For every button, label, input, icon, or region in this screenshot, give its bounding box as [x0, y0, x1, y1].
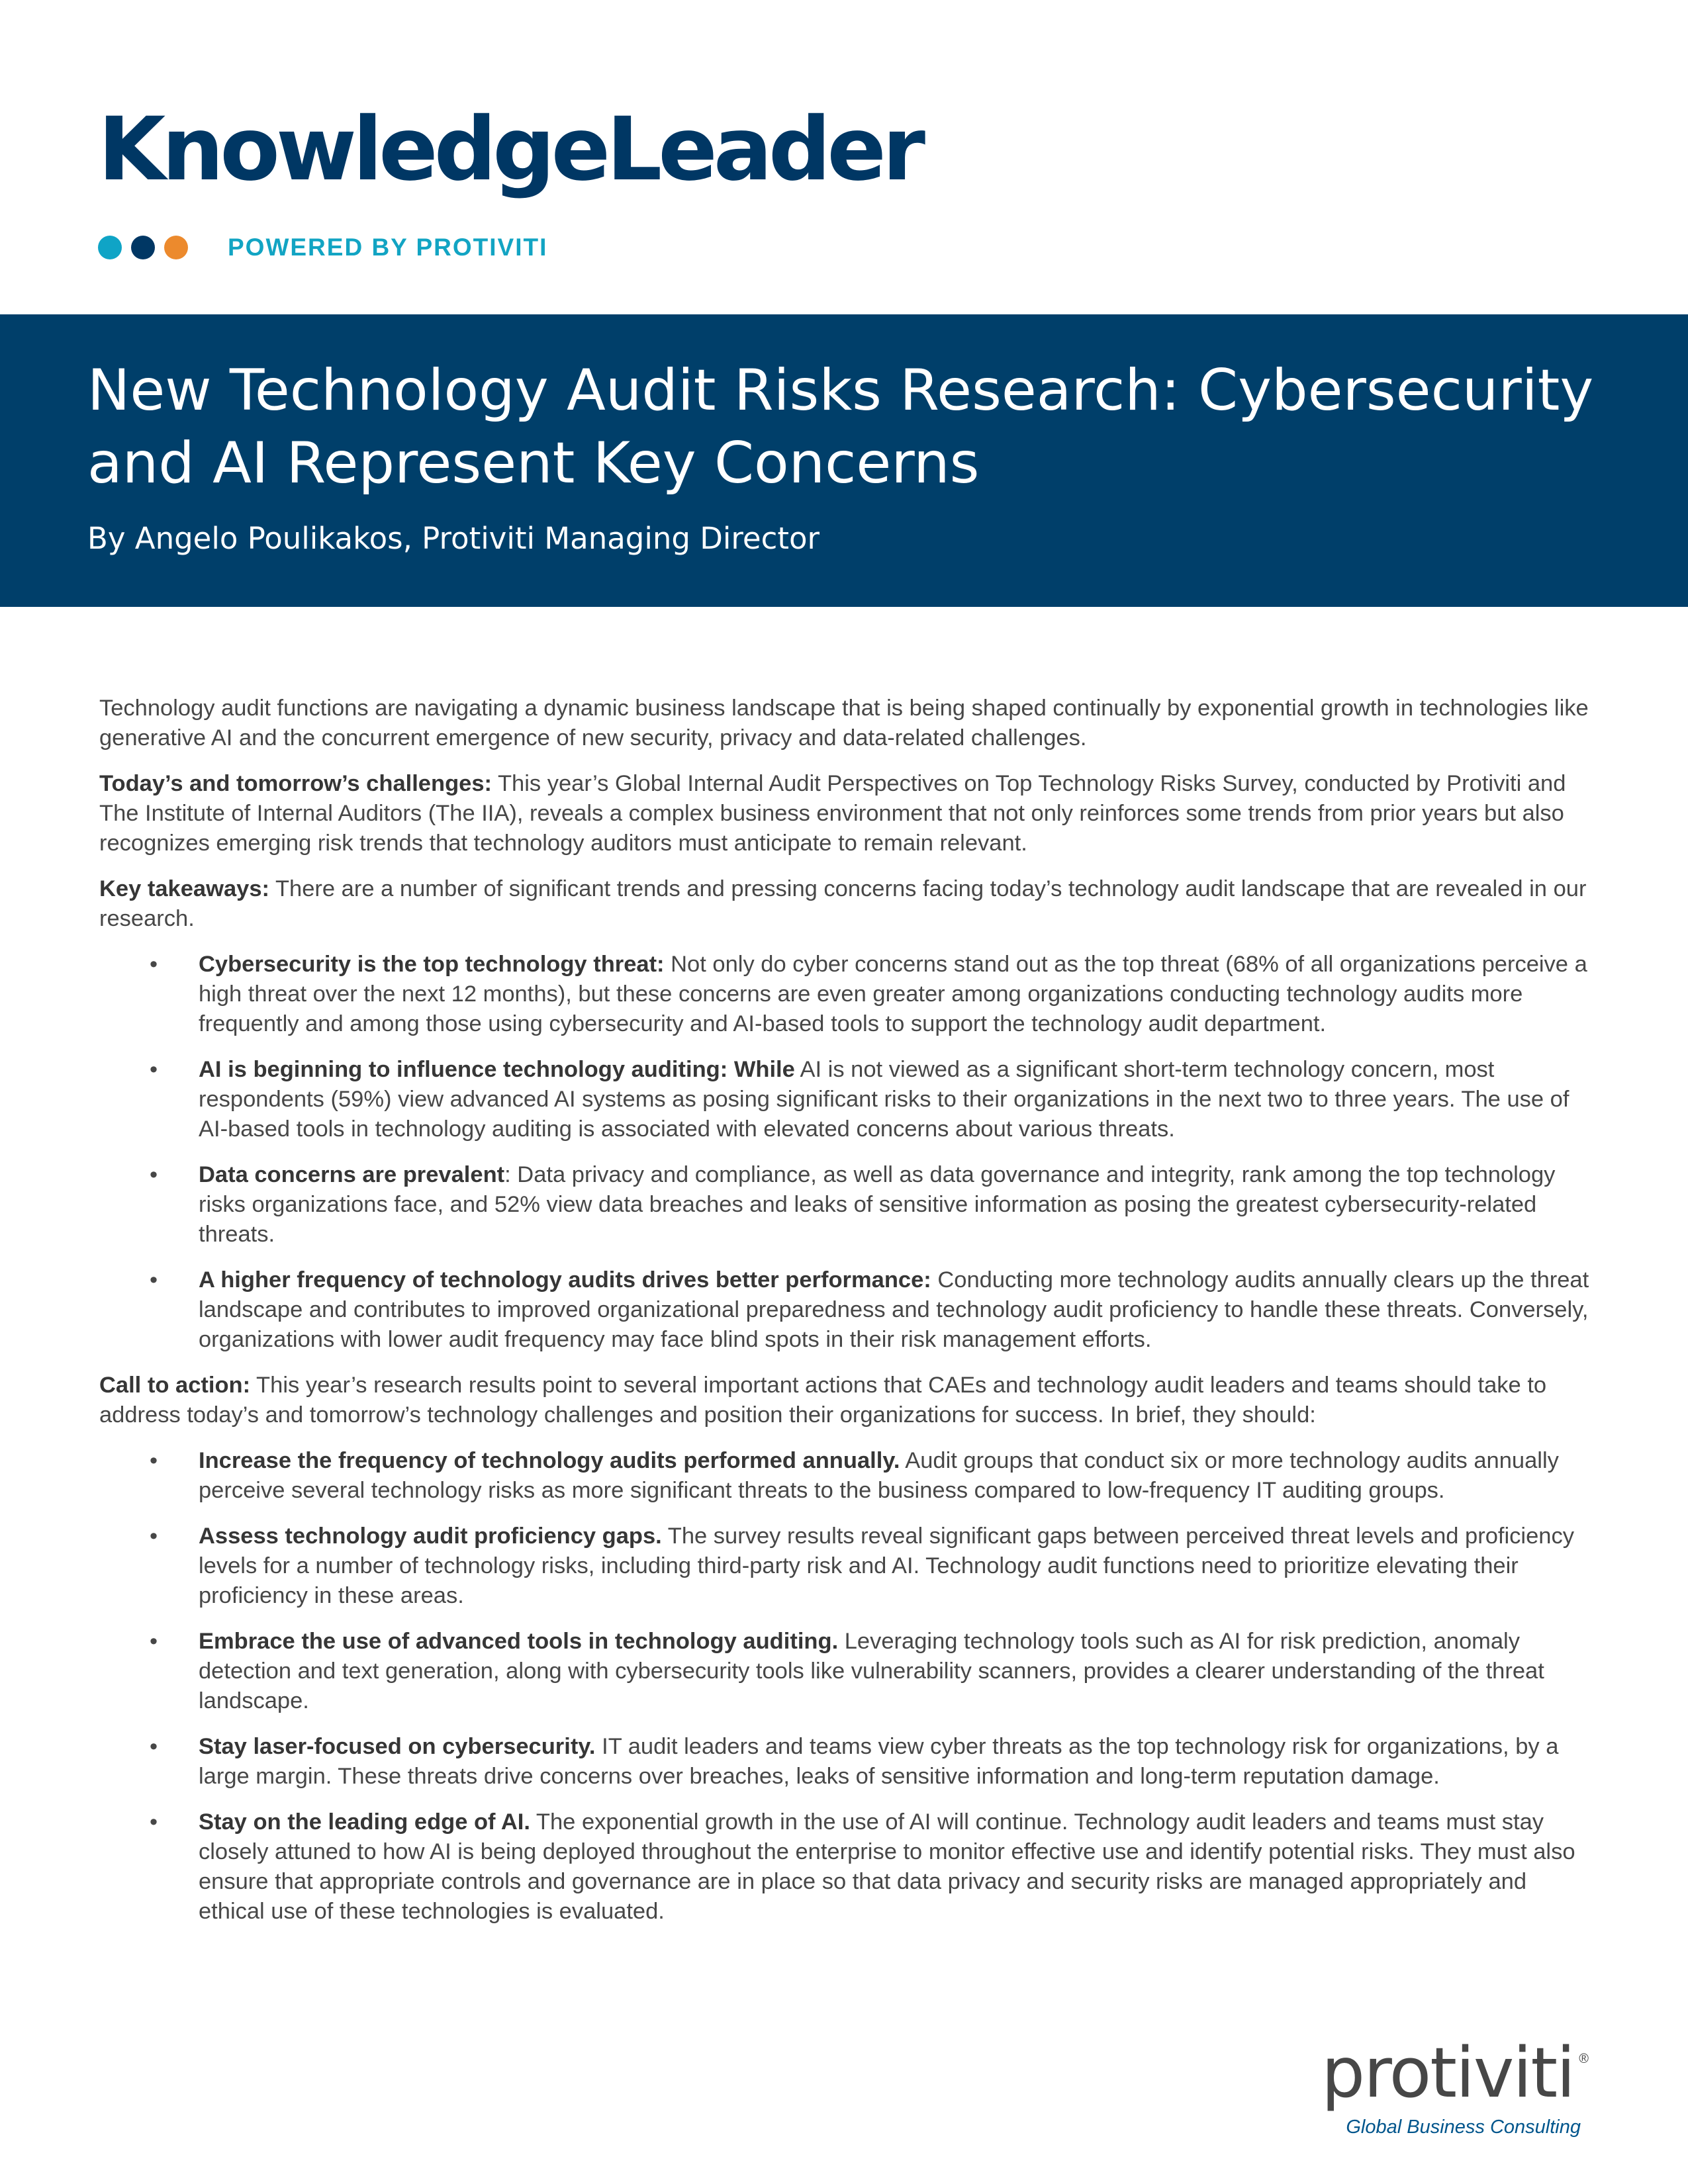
bullet-text: IT audit leaders and teams view cyber threats as the top technology risk for organizations, by a large margin. These threats drive concerns over breaches, leaks of sensitive information and long-term reputation damage. — [199, 1734, 1559, 1789]
bullet-label: A higher frequency of technology audits drives better performance: — [199, 1267, 931, 1293]
protiviti-wordmark: protiviti — [1321, 2032, 1574, 2113]
list-item — [99, 1055, 1595, 1144]
takeaways-text: There are a number of significant trends and pressing concerns facing today’s technology audit landscape that are revealed in our research. — [99, 876, 1587, 931]
actions-list — [99, 1446, 1595, 1927]
list-item — [99, 1522, 1595, 1611]
byline: By Angelo Poulikakos, Protiviti Managing Director — [87, 521, 820, 556]
bullet-text: Leveraging technology tools such as AI for risk prediction, anomaly detection and text generation, along with cybersecurity tools like vulnerability scanners, provides a clearer understanding of the threat landscape. — [199, 1629, 1544, 1713]
bullet-label: Embrace the use of advanced tools in technology auditing. — [199, 1629, 839, 1654]
takeaways-label: Key takeaways: — [99, 876, 269, 901]
list-item — [99, 1807, 1595, 1927]
bullet-label: Cybersecurity is the top technology threat: — [199, 952, 665, 977]
bullet-text: The survey results reveal significant gaps between perceived threat levels and proficiency levels for a number of technology risks, including third-party risk and AI. Technology audit functions need to prioritize elevating their proficiency in these areas. — [199, 1524, 1574, 1608]
list-item — [99, 1732, 1595, 1792]
article-body — [99, 694, 1595, 1942]
call-to-action-label: Call to action: — [99, 1373, 251, 1398]
bullet-text: Audit groups that conduct six or more technology audits annually perceive several technology risks as more significant threats to the business compared to low-frequency IT auditing groups. — [199, 1448, 1559, 1503]
challenges-label: Today’s and tomorrow’s challenges: — [99, 771, 492, 796]
dot-navy-icon — [131, 236, 155, 259]
takeaways-list — [99, 950, 1595, 1355]
call-to-action-paragraph — [99, 1371, 1595, 1430]
bullet-label: Stay on the leading edge of AI. — [199, 1809, 530, 1835]
bullet-label: AI is beginning to influence technology auditing: While — [199, 1057, 795, 1082]
list-item — [99, 1627, 1595, 1716]
dot-cyan-icon — [98, 236, 122, 259]
list-item — [99, 950, 1595, 1039]
brand-logo: KnowledgeLeader — [98, 99, 921, 201]
powered-by-row — [98, 233, 547, 262]
bullet-text: The exponential growth in the use of AI will continue. Technology audit leaders and teams must stay closely attuned to how AI is being deployed throughout the enterprise to monitor effective use and identify potential risks. They must also ensure that appropriate controls and governance are in place so that data privacy and security risks are managed appropriately and ethical use of these technologies is evaluated. — [199, 1809, 1575, 1924]
call-to-action-text: This year’s research results point to several important actions that CAEs and technology audit leaders and teams should take to address today’s and tomorrow’s technology challenges and position their organizations for success. In brief, they should: — [99, 1373, 1547, 1428]
logo-tagline: Global Business Consulting — [1346, 2116, 1581, 2138]
dot-orange-icon — [164, 236, 188, 259]
challenges-paragraph — [99, 769, 1595, 858]
powered-by-text: POWERED BY PROTIVITI — [228, 234, 548, 261]
title-banner — [0, 314, 1688, 607]
bullet-text: : Data privacy and compliance, as well as data governance and integrity, rank among the top technology risks organizations face, and 52% view data breaches and leaks of sensitive information as posing the greatest cybersecurity-related threats. — [199, 1162, 1556, 1247]
bullet-label: Stay laser-focused on cybersecurity. — [199, 1734, 596, 1759]
bullet-text: Not only do cyber concerns stand out as the top threat (68% of all organizations perceive a high threat over the next 12 months), but these concerns are even greater among organizations conducting technology audits more frequently and among those using cybersecurity and AI-based tools to support the technology audit department. — [199, 952, 1587, 1036]
bullet-label: Data concerns are prevalent — [199, 1162, 505, 1187]
takeaways-paragraph — [99, 874, 1595, 934]
challenges-text: This year’s Global Internal Audit Perspectives on Top Technology Risks Survey, conducted by Protiviti and The Institute of Internal Auditors (The IIA), reveals a complex business environment that not only reinforces some trends from prior years but also recognizes emerging risk trends that technology auditors must anticipate to remain relevant. — [99, 771, 1566, 856]
bullet-text: Conducting more technology audits annually clears up the threat landscape and contributes to improved organizational preparedness and technology audit proficiency to handle these threats. Conversely, organizations with lower audit frequency may face blind spots in their risk management efforts. — [199, 1267, 1589, 1352]
list-item — [99, 1160, 1595, 1250]
protiviti-footer-logo — [1321, 2032, 1589, 2158]
page-title: New Technology Audit Risks Research: Cybersecurity and AI Represent Key Concerns — [87, 357, 1594, 496]
list-item — [99, 1265, 1595, 1355]
bullet-label: Increase the frequency of technology audits performed annually. — [199, 1448, 900, 1473]
bullet-text: AI is not viewed as a significant short-term technology concern, most respondents (59%) view advanced AI systems as posing significant risks to their organizations in the next two to three years. The use of AI-based tools in technology auditing is associated with elevated concerns about various threats. — [199, 1057, 1570, 1142]
bullet-label: Assess technology audit proficiency gaps. — [199, 1524, 662, 1549]
registered-mark: ® — [1579, 2052, 1589, 2066]
list-item — [99, 1446, 1595, 1506]
intro-paragraph: Technology audit functions are navigating a dynamic business landscape that is being shaped continually by exponential growth in technologies like generative AI and the concurrent emergence of new security, privacy and data-related challenges. — [99, 696, 1589, 751]
